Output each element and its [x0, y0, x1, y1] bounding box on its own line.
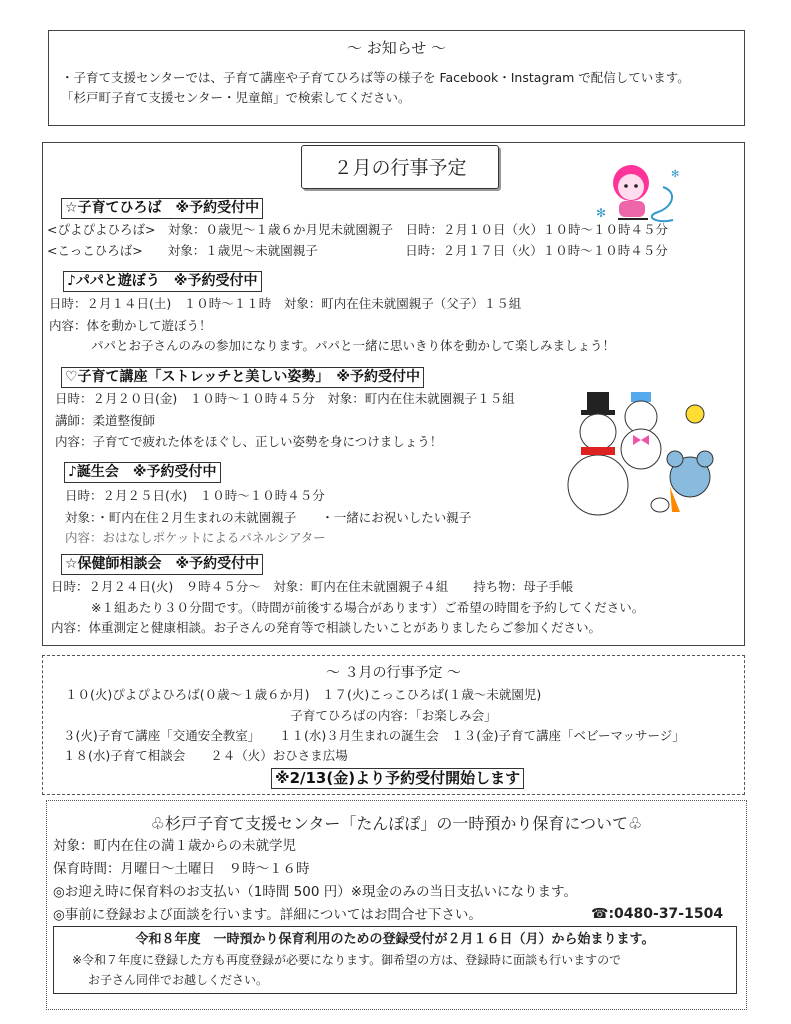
notice-line: ・子育て支援センターでは、子育て講座や子育てひろば等の様子を Facebook・Instagram で配信しています。 — [61, 70, 690, 85]
event-line: 内容：体を動かして遊ぼう！ — [49, 318, 212, 333]
childcare-box — [46, 800, 747, 1010]
section-heading-hiroba: ☆子育てひろば ※予約受付中 — [61, 198, 263, 219]
event-line: 日時：２月２５日(水) １０時～１０時４５分 — [65, 488, 325, 503]
event-line: 日時：２月２４日(火) ９時４５分～ 対象：町内在住未就園親子４組 持ち物：母子手帳 — [51, 579, 574, 594]
event-line: 内容：子育てで疲れた体をほぐし、正しい姿勢を身につけましょう！ — [55, 434, 443, 449]
svg-text:✻: ✻ — [596, 206, 607, 220]
info-line: 対象：町内在住の満１歳からの未就学児 — [53, 838, 296, 854]
section-heading-lecture: ♡子育て講座「ストレッチと美しい姿勢」 ※予約受付中 — [61, 367, 424, 388]
february-title: ２月の行事予定 — [333, 157, 467, 179]
event-line: ３(火)子育て講座「交通安全教室」 １１(水)３月生まれの誕生会 １３(金)子育て講座「ベビーマッサージ」 — [63, 728, 685, 743]
notice-title: ～ お知らせ ～ — [346, 39, 447, 57]
event-line: 講師：柔道整復師 — [55, 413, 156, 428]
tree-icon: ♧ — [150, 814, 165, 833]
event-line: ※１組あたり３０分間です。（時間が前後する場合があります）ご希望の時間を予約してください。 — [91, 600, 645, 615]
event-line: 日時：２月２０日(金) １０時～１０時４５分 対象：町内在住未就園親子１５組 — [55, 391, 515, 406]
notice-line: 「杉戸町子育て支援センター・児童館」で検索してください。 — [61, 90, 411, 105]
event-line: 内容：おはなしポケットによるパネルシアター — [65, 530, 326, 545]
childcare-title — [47, 813, 746, 835]
snowman-illustration — [565, 387, 725, 522]
title-scroll — [301, 145, 499, 189]
march-events-box — [42, 655, 745, 795]
info-line: ◎お迎え時に保育料のお支払い（1時間 500 円）※現金のみの当日支払いになります。 — [53, 884, 577, 900]
event-line: 内容：体重測定と健康相談。お子さんの発育等で相談したいことがありましたらご参加ください。 — [51, 620, 602, 635]
phone-number: ☎:0480-37-1504 — [591, 906, 724, 922]
event-line: １０(火)ぴよぴよひろば(０歳～１歳６か月) １７(火)こっこひろば(１歳～未就園児) — [65, 687, 542, 702]
event-line: 子育てひろばの内容：「お楽しみ会」 — [290, 708, 497, 723]
section-heading-health: ☆保健師相談会 ※予約受付中 — [61, 554, 263, 575]
event-line: 日時：２月１４日(土) １０時～１１時 対象：町内在住未就園親子（父子）１５組 — [49, 296, 522, 311]
registration-headline: 令和８年度 一時預かり保育利用のための登録受付が２月１６日（月）から始まります。 — [135, 932, 655, 947]
event-line: <ぴよぴよひろば> 対象：０歳児～１歳６か月児未就園親子 日時：２月１０日（火）１０時～１０時４５分 — [47, 222, 668, 237]
event-line: 対象：・町内在住２月生まれの未就園親子 ・一緒にお祝いしたい親子 — [65, 510, 472, 525]
skating-girl-illustration — [593, 157, 693, 227]
event-line: パパとお子さんのみの参加になります。パパと一緒に思いきり体を動かして楽しみましょう！ — [91, 338, 616, 353]
registration-box — [53, 926, 737, 994]
registration-line: お子さん同伴でお越しください。 — [88, 973, 269, 987]
registration-line: ※令和７年度に登録した方も再度登録が必要になります。御希望の方は、登録時に面談も行いますので — [72, 953, 622, 967]
february-events-box — [42, 142, 745, 646]
notice-box — [48, 30, 745, 126]
march-title: ～ ３月の行事予定 ～ — [326, 665, 461, 681]
section-heading-birthday: ♪誕生会 ※予約受付中 — [64, 462, 221, 483]
section-heading-papa: ♪パパと遊ぼう ※予約受付中 — [63, 271, 262, 292]
tree-icon: ♧ — [628, 814, 643, 833]
reservation-start-notice: ※2/13(金)より予約受付開始します — [271, 768, 524, 789]
info-line: ◎事前に登録および面談を行います。詳細についてはお問合せ下さい。 — [53, 907, 482, 923]
info-line: 保育時間：月曜日～土曜日 ９時～１６時 — [53, 861, 310, 877]
event-line: １８(水)子育て相談会 ２４（火）おひさま広場 — [63, 748, 348, 763]
event-line: <こっこひろば> 対象：１歳児～未就園親子 日時：２月１７日（火）１０時～１０時４５分 — [47, 243, 668, 258]
childcare-title-text: 杉戸子育て支援センター「たんぽぽ」の一時預かり保育について — [164, 814, 629, 833]
svg-text:✻: ✻ — [671, 169, 680, 180]
